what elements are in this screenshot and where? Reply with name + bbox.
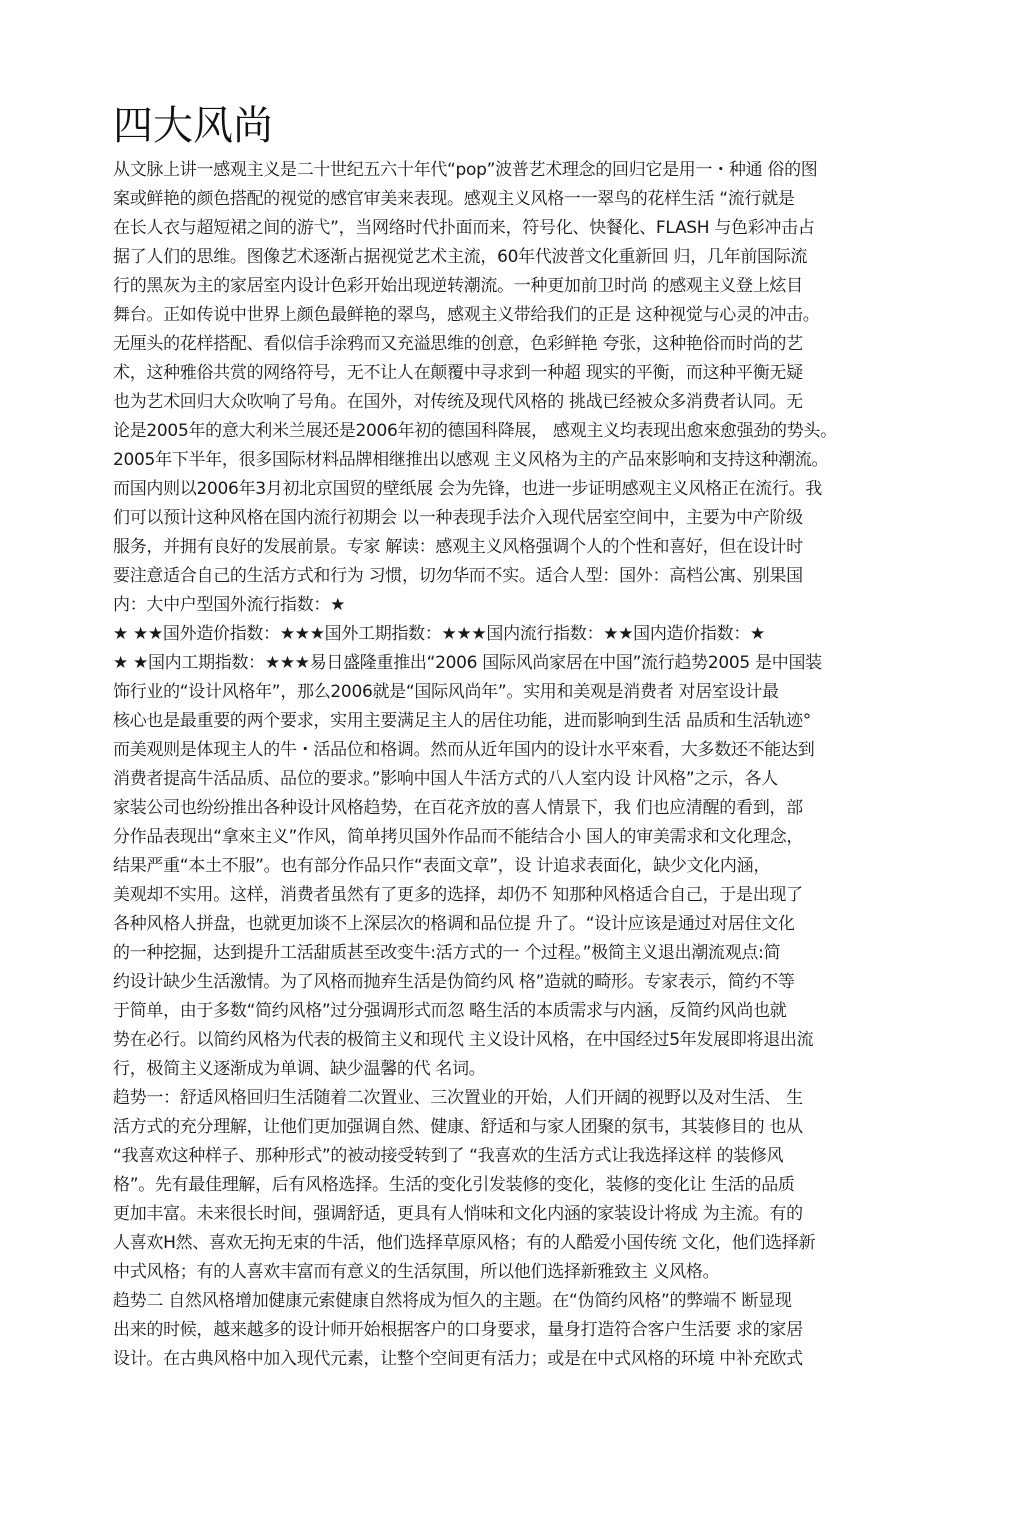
text-line: 人喜欢H然、喜欢无拘无束的牛活，他们选择草原风格；有的人酷爱小国传统 文化，他们选择新 bbox=[113, 1233, 816, 1253]
text-line: 饰行业的“设计风格年”，那么2006就是“国际风尚年”。实用和美观是消费者 对居室设计最 bbox=[113, 682, 779, 702]
text-line: 舞台。正如传说中世界上颜色最鲜艳的翠鸟，感观主义带给我们的正是 这种视觉与心灵的冲击。 bbox=[113, 305, 820, 325]
text-line: 趋势二 自然风格增加健康元索健康自然将成为恒久的主题。在“伪简约风格”的弊端不 断显现 bbox=[113, 1291, 792, 1311]
text-line: 据了人们的思维。图像艺术逐渐占据视觉艺术主流，60年代波普文化重新回 归，几年前国际流 bbox=[113, 247, 808, 267]
text-line: 结果严重“本土不服”。也有部分作品只作“表面文章”，设 计追求表面化，缺少文化内涵， bbox=[113, 856, 771, 876]
text-line: 要注意适合自己的生活方式和行为 习惯，切勿华而不实。适合人型：国外：高档公寓、别果国 bbox=[113, 566, 803, 586]
text-line: 更加丰富。未来很长时间，强调舒适，更具有人悄味和文化内涵的家装设计将成 为主流。有的 bbox=[113, 1204, 803, 1224]
text-line: 消费者提高牛活品质、品位的要求。”影响中国人牛活方式的八人室内设 计风格”之示，各人 bbox=[113, 769, 778, 789]
text-line: 在长人衣与超短裙之间的游弋”，当网络时代扑面而来，符号化、快餐化、FLASH 与色彩冲击占 bbox=[113, 218, 815, 238]
document-body bbox=[113, 156, 913, 1374]
text-line: 案或鲜艳的颜色搭配的视觉的感官审美来表现。感观主义风格一一翠鸟的花样生活 “流行就是 bbox=[113, 189, 795, 209]
text-line: 势在必行。以简约风格为代表的极简主义和现代 主义设计风格，在中国经过5年发展即将退出流 bbox=[113, 1030, 814, 1050]
text-line: 的一种挖掘，达到提升工活甜质甚至改变牛:活方式的一 个过程。”极简主义退出潮流观点:简 bbox=[113, 943, 781, 963]
text-line: 于简单，由于多数“简约风格”过分强调形式而忽 略生活的本质需求与内涵，反简约风尚也就 bbox=[113, 1001, 787, 1021]
text-line: 分作品表现出“拿來主义”作风，简单拷贝国外作品而不能结合小 国人的审美需求和文化理念， bbox=[113, 827, 804, 847]
text-line: 们可以预计这种风格在国内流行初期会 以一种表现手法介入现代居室空间中，主要为中产阶级 bbox=[113, 508, 803, 528]
text-line: 而国内则以2006年3月初北京国贸的壁纸展 会为先锋，也进一步证明感观主义风格正在流行。我 bbox=[113, 479, 822, 499]
text-line: 家装公司也纷纷推出各种设计风格趋势，在百花齐放的喜人情景下，我 们也应清醒的看到，部 bbox=[113, 798, 803, 818]
text-line: 活方式的充分理解，让他们更加强调自然、健康、舒适和与家人团聚的氛韦，其装修目的 也从 bbox=[113, 1117, 803, 1137]
text-line: 行，极简主义逐渐成为单调、缺少温馨的代 名词。 bbox=[113, 1059, 486, 1079]
document-title: 四大风尚 bbox=[113, 103, 273, 149]
text-line: 术，这种雅俗共赏的网络符号，无不让人在颠覆中寻求到一种超 现实的平衡，而这种平衡无疑 bbox=[113, 363, 803, 383]
text-line: 从文脉上讲一感观主义是二十世纪五六十年代“pop”波普艺术理念的回归它是用一・种通 俗的图 bbox=[113, 160, 818, 180]
text-line: “我喜欢这种样子、那种形式”的被动接受转到了 “我喜欢的生活方式让我选择这样 的装修风 bbox=[113, 1146, 784, 1166]
text-line: 格”。先有最佳理解，后有风格选择。生活的变化引发装修的变化，装修的变化让 生活的品质 bbox=[113, 1175, 795, 1195]
text-line: 无厘头的花样搭配、看似信手涂鸦而又充溢思维的创意，色彩鲜艳 夸张，这种艳俗而时尚的艺 bbox=[113, 334, 803, 354]
text-line: 中式风格；有的人喜欢丰富而有意义的生活氛围，所以他们选择新雅致主 义风格。 bbox=[113, 1262, 720, 1282]
text-line: 2005年下半年，很多国际材料品牌相继推出以感观 主义风格为主的产品來影响和支持这种潮流。 bbox=[113, 450, 829, 470]
text-line: ★ ★★国外造价指数：★★★国外工期指数：★★★国内流行指数：★★国内造价指数：★ bbox=[113, 624, 765, 644]
text-line: 设计。在古典风格中加入现代元素，让整个空间更有活力；或是在中式风格的环境 中补充欧式 bbox=[113, 1349, 803, 1369]
text-line: 出来的时候，越来越多的设计师开始根据客户的口身要求，量身打造符合客户生活要 求的家居 bbox=[113, 1320, 803, 1340]
text-line: 内：大中户型国外流行指数：★ bbox=[113, 595, 346, 615]
text-line: 各种风格人拼盘，也就更加谈不上深层次的格调和品位提 升了。“设计应该是通过对居住文化 bbox=[113, 914, 795, 934]
text-line: ★ ★国内工期指数：★★★易日盛隆重推出“2006 国际风尚家居在中国”流行趋势2005 是中国装 bbox=[113, 653, 822, 673]
text-line: 美观却不实用。这样，消费者虽然有了更多的选择，却仍不 知那种风格适合自己，于是出现了 bbox=[113, 885, 803, 905]
text-line: 而美观则是体现主人的牛・活品位和格调。然而从近年国内的设计水平來看，大多数还不能达到 bbox=[113, 740, 815, 760]
text-line: 趋势一：舒适风格回归生活随着二次置业、三次置业的开始，人们开阔的视野以及对生活、 生 bbox=[113, 1088, 803, 1108]
text-line: 核心也是最重要的两个要求，实用主要满足主人的居住功能，进而影响到生活 品质和生活轨迹° bbox=[113, 711, 812, 731]
text-line: 约设计缺少生活激情。为了风格而抛弃生活是伪简约风 格”造就的畸形。专家表示，简约不等 bbox=[113, 972, 795, 992]
text-line: 服务，并拥有良好的发展前景。专家 解读：感观主义风格强调个人的个性和喜好，但在设计时 bbox=[113, 537, 803, 557]
text-line: 行的黑灰为主的家居室内设计色彩开始出现逆转潮流。一种更加前卫时尚 的感观主义登上炫目 bbox=[113, 276, 803, 296]
text-line: 也为艺术回归大众吹响了号角。在国外，对传统及现代风格的 挑战已经被众多消费者认同。无 bbox=[113, 392, 803, 412]
text-line: 论是2005年的意大利米兰展还是2006年初的德国科降展， 感观主义均表现出愈來愈强劲的势头。 bbox=[113, 421, 837, 441]
